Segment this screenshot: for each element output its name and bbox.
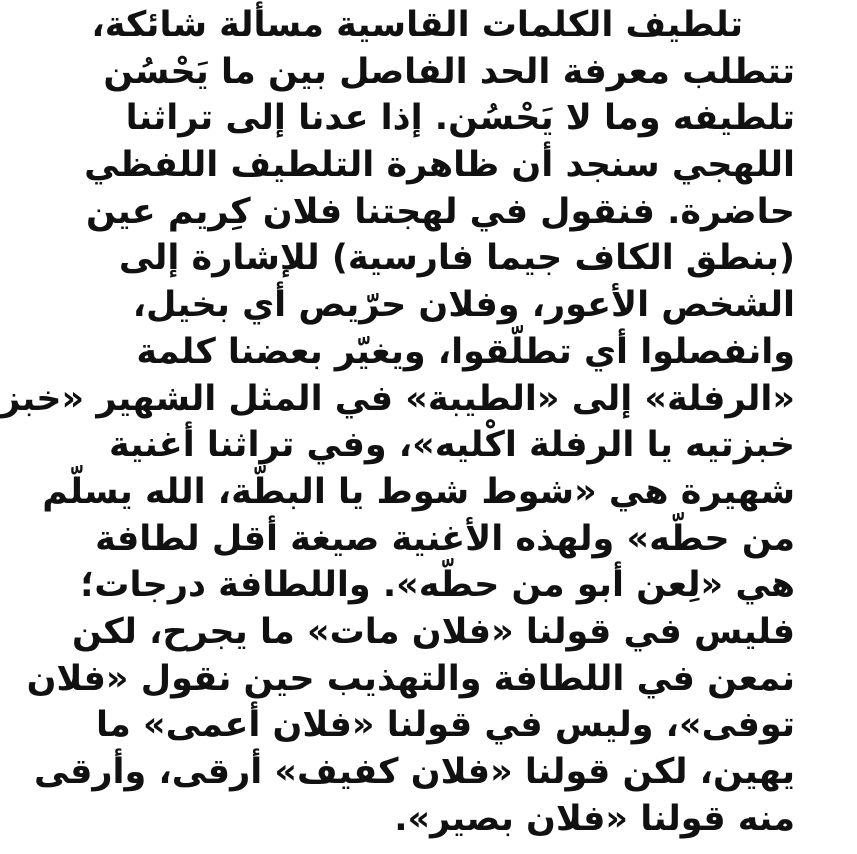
text-line-6: (بنطق الكاف جيما فارسية) للإشارة إلى bbox=[118, 238, 795, 279]
text-line-12: من حطّه» ولهذه الأغنية صيغة أقل لطافة bbox=[95, 518, 795, 559]
text-line-11: شهيرة هي «شوط شوط يا البطّة، الله يسلّم bbox=[42, 471, 795, 512]
text-line-13: هي «لِعن أبو من حطّه». واللطافة درجات؛ bbox=[80, 565, 795, 606]
text-line-8: وانفصلوا أي تطلّقوا، ويغيّر بعضنا كلمة bbox=[136, 331, 795, 372]
article-body bbox=[0, 2, 795, 842]
text-line-4: اللهجي سنجد أن ظاهرة التلطيف اللفظي bbox=[84, 145, 795, 186]
text-line-9: «الرفلة» إلى «الطيبة» في المثل الشهير «خبز bbox=[0, 378, 795, 419]
text-line-5: حاضرة. فنقول في لهجتنا فلان كِريم عين bbox=[85, 191, 795, 232]
text-line-2: تتطلب معرفة الحد الفاصل بين ما يَحْسُن bbox=[103, 51, 795, 92]
text-line-15: نمعن في اللطافة والتهذيب حين نقول «فلان bbox=[26, 658, 795, 699]
text-line-14: فليس في قولنا «فلان مات» ما يجرح، لكن bbox=[71, 611, 795, 652]
text-line-3: تلطيفه وما لا يَحْسُن. إذا عدنا إلى تراثنا bbox=[125, 98, 795, 139]
text-line-10: خبزتيه يا الرفلة اكْليه»، وفي تراثنا أغنية bbox=[108, 425, 795, 466]
text-line-16: توفى»، وليس في قولنا «فلان أعمى» ما bbox=[95, 705, 795, 746]
text-line-7: الشخص الأعور، وفلان حرّيص أي بخيل، bbox=[132, 285, 795, 326]
text-line-18: منه قولنا «فلان بصير». bbox=[394, 798, 795, 839]
text-line-17: يهين، لكن قولنا «فلان كفيف» أرقى، وأرقى bbox=[34, 752, 795, 792]
text-line-1: تلطيف الكلمات القاسية مسألة شائكة، bbox=[91, 5, 743, 45]
